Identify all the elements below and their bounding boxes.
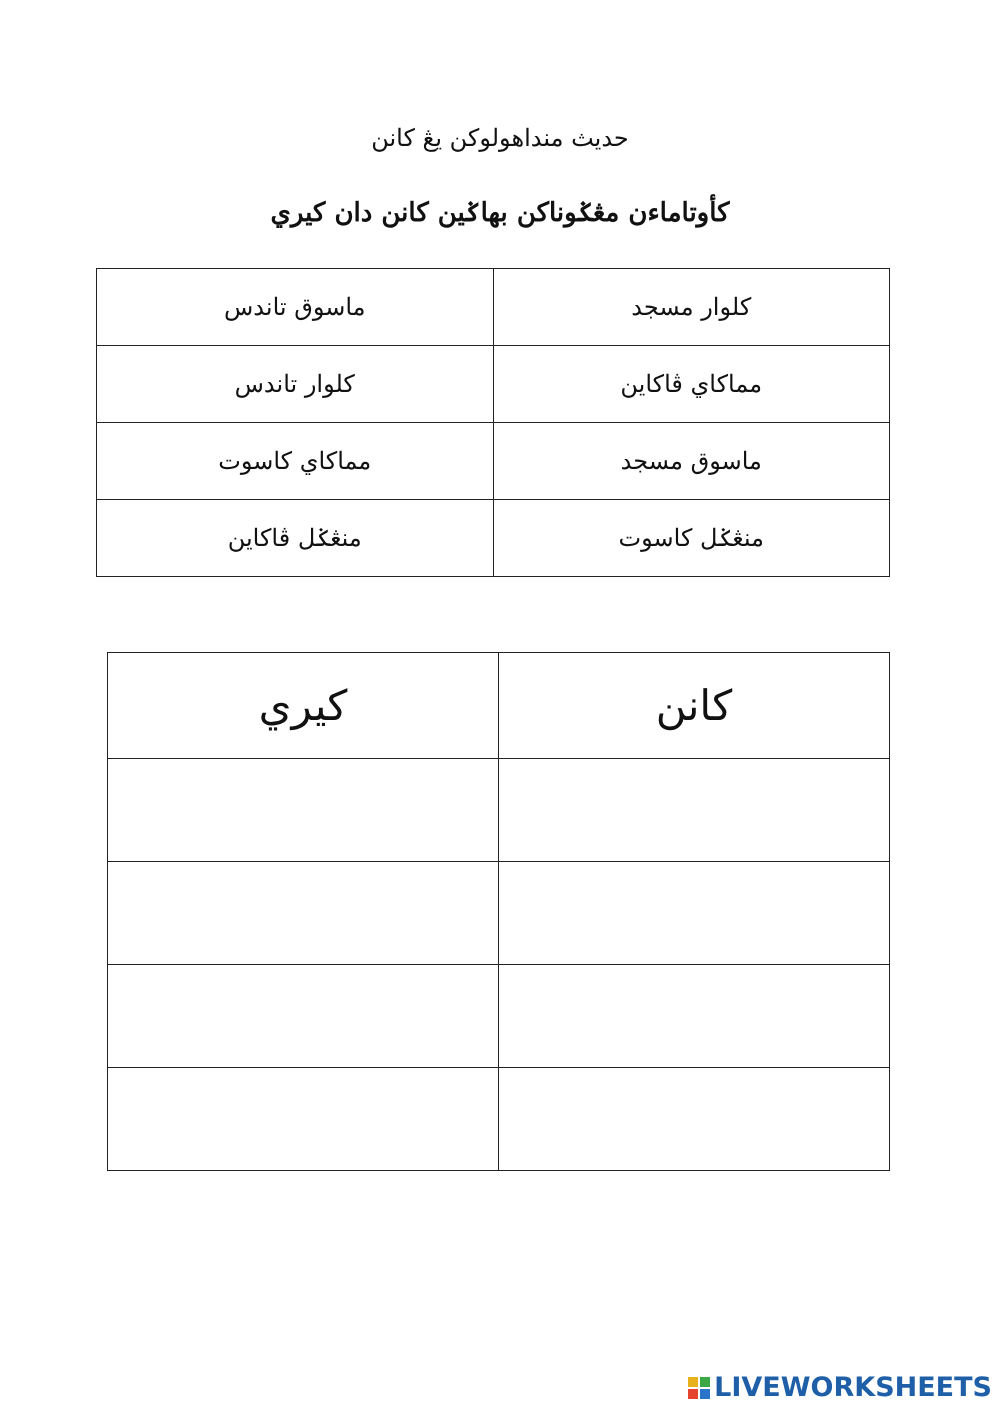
word-cell[interactable]: كلوار مسجد <box>493 269 890 346</box>
word-table <box>96 268 890 577</box>
table-row <box>97 269 890 346</box>
drop-zone-left[interactable] <box>108 965 499 1068</box>
drop-zone-left[interactable] <box>108 862 499 965</box>
header-right: كانن <box>499 653 890 759</box>
word-cell[interactable]: منڠݢل ڤاكاين <box>97 500 494 577</box>
table-row <box>108 759 890 862</box>
table-row <box>108 1068 890 1171</box>
logo-grid-icon <box>688 1377 710 1399</box>
drop-zone-right[interactable] <box>499 759 890 862</box>
liveworksheets-logo <box>688 1372 992 1403</box>
worksheet-instruction: كأوتاماءن مڠݢوناكن بهاݢين كانن دان كيري <box>270 198 730 228</box>
table-row <box>108 862 890 965</box>
word-cell[interactable]: منڠݢل كاسوت <box>493 500 890 577</box>
table-row <box>97 346 890 423</box>
drop-zone-left[interactable] <box>108 759 499 862</box>
sort-table <box>107 652 890 1171</box>
header-left: كيري <box>108 653 499 759</box>
drop-zone-right[interactable] <box>499 1068 890 1171</box>
word-cell[interactable]: كلوار تاندس <box>97 346 494 423</box>
table-row <box>97 423 890 500</box>
table-row <box>97 500 890 577</box>
sort-header-row <box>108 653 890 759</box>
drop-zone-right[interactable] <box>499 862 890 965</box>
word-cell[interactable]: ماسوق مسجد <box>493 423 890 500</box>
word-cell[interactable]: مماكاي ڤاكاين <box>493 346 890 423</box>
word-cell[interactable]: ماسوق تاندس <box>97 269 494 346</box>
logo-text: LIVEWORKSHEETS <box>714 1372 992 1403</box>
word-cell[interactable]: مماكاي كاسوت <box>97 423 494 500</box>
drop-zone-right[interactable] <box>499 965 890 1068</box>
worksheet-subtitle: حديث منداهولوكن يڠ كانن <box>371 124 629 152</box>
table-row <box>108 965 890 1068</box>
drop-zone-left[interactable] <box>108 1068 499 1171</box>
